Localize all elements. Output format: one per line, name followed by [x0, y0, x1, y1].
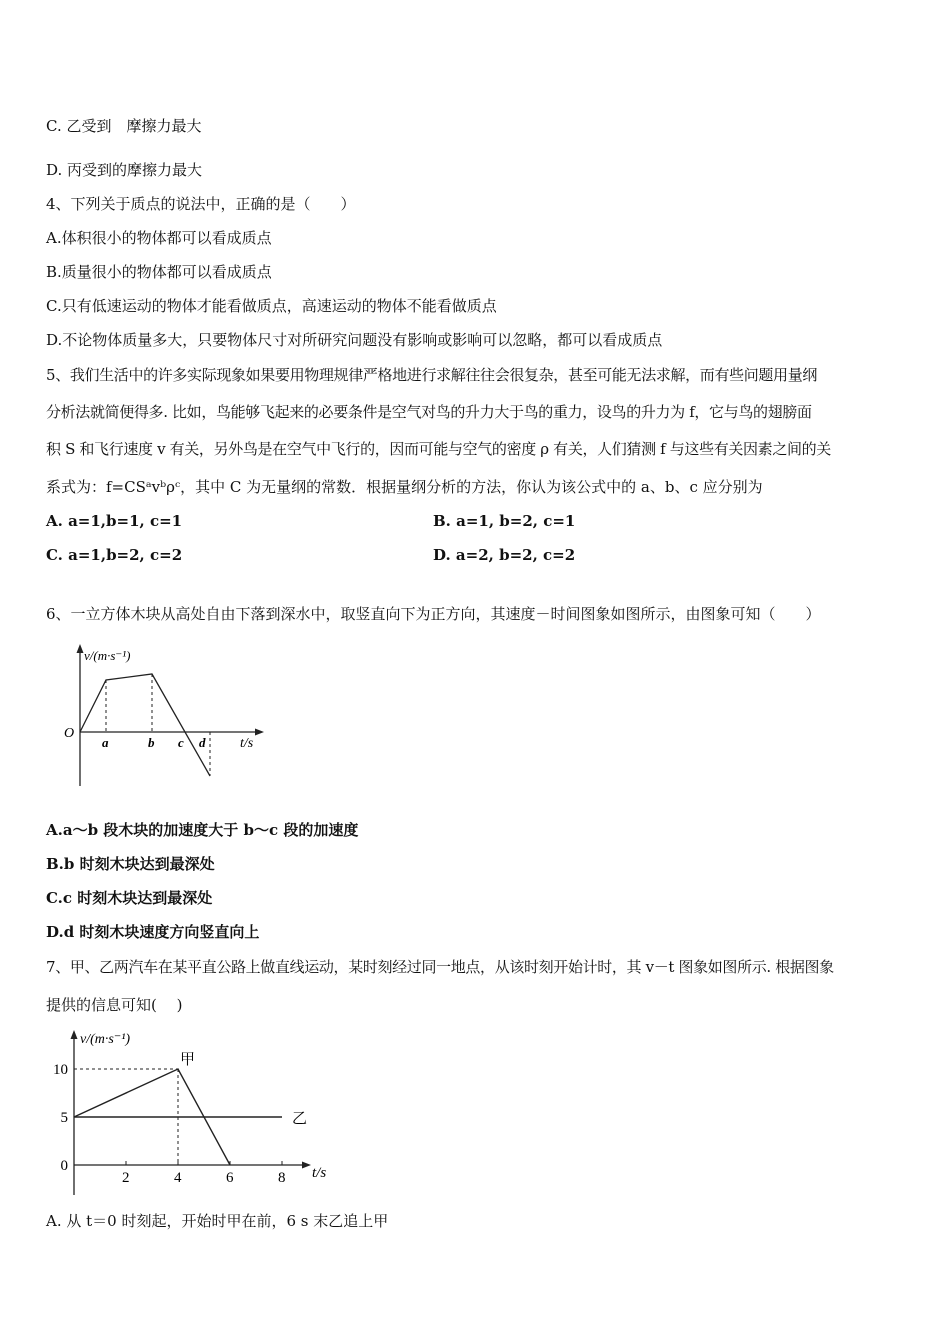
option-7a: A. 从 t＝0 时刻起，开始时甲在前，6 s 末乙追上甲 — [46, 1212, 389, 1230]
option-6a: A.a～b 段木块的加速度大于 b～c 段的加速度 — [46, 821, 359, 839]
y-tick-label: 10 — [53, 1062, 68, 1078]
velocity-time-chart-q7 — [40, 1025, 340, 1200]
x-tick-label: 8 — [278, 1170, 286, 1186]
question-5-line-4: 系式为：f=CSᵃvᵇρᶜ，其中 C 为无量纲的常数．根据量纲分析的方法，你认为该公式中的 a、b、c 应分别为 — [46, 478, 763, 496]
question-7-line-2: 提供的信息可知( ) — [46, 996, 183, 1014]
question-5-line-1: 5、我们生活中的许多实际现象如果要用物理规律严格地进行求解往往会很复杂，甚至可能无法求解，而有些问题用量纲 — [46, 366, 817, 384]
graph1-tick-c: c — [178, 735, 184, 750]
velocity-time-graph-q6 — [60, 640, 290, 790]
x-tick-label: 2 — [122, 1170, 130, 1186]
option-6d: D.d 时刻木块速度方向竖直向上 — [46, 923, 260, 941]
x-tick-label: 4 — [174, 1170, 182, 1186]
x-tick-label: 6 — [226, 1170, 234, 1186]
x-axis-arrow — [302, 1162, 311, 1169]
option-4a: A.体积很小的物体都可以看成质点 — [46, 229, 272, 247]
option-4b: B.质量很小的物体都可以看成质点 — [46, 263, 272, 281]
question-7-line-1: 7、甲、乙两汽车在某平直公路上做直线运动，某时刻经过同一地点，从该时刻开始计时，其 v－t 图象如图所示. 根据图象 — [46, 958, 834, 976]
x-axis-label: t/s — [312, 1165, 327, 1181]
option-5b: B. a=1, b=2, c=1 — [433, 512, 576, 530]
graph1-tick-d: d — [199, 735, 206, 750]
option-6c: C.c 时刻木块达到最深处 — [46, 889, 213, 907]
option-5d: D. a=2, b=2, c=2 — [433, 546, 576, 564]
series-label-yi: 乙 — [292, 1111, 308, 1127]
question-4: 4、下列关于质点的说法中，正确的是（ ） — [46, 195, 356, 213]
option-4c: C.只有低速运动的物体才能看做质点，高速运动的物体不能看做质点 — [46, 297, 497, 315]
graph1-origin: O — [64, 726, 75, 741]
graph1-tick-b: b — [148, 735, 155, 750]
option-5c: C. a=1,b=2, c=2 — [46, 546, 183, 564]
y-axis-arrow — [71, 1030, 78, 1039]
line-q3c: C. 乙受到 摩擦力最大 — [46, 117, 202, 135]
question-5-line-2: 分析法就简便得多. 比如，鸟能够飞起来的必要条件是空气对鸟的升力大于鸟的重力，设鸟的升力为 f，它与鸟的翅膀面 — [46, 403, 812, 421]
option-5a: A. a=1,b=1, c=1 — [46, 512, 183, 530]
graph1-tick-a: a — [102, 735, 109, 750]
option-6b: B.b 时刻木块达到最深处 — [46, 855, 215, 873]
question-5-line-3: 积 S 和飞行速度 v 有关，另外鸟是在空气中飞行的，因而可能与空气的密度 ρ 有关，人们猜测 f 与这些有关因素之间的关 — [46, 440, 831, 458]
series-label-jia: 甲 — [180, 1052, 196, 1068]
line-q3d: D. 丙受到的摩擦力最大 — [46, 161, 203, 179]
graph1-xlabel: t/s — [240, 736, 254, 751]
option-4d: D.不论物体质量多大，只要物体尺寸对所研究问题没有影响或影响可以忽略，都可以看成质点 — [46, 331, 663, 349]
y-tick-label: 0 — [60, 1158, 68, 1174]
graph1-ylabel: v/(m·s⁻¹) — [84, 648, 131, 663]
y-axis-label: v/(m·s⁻¹) — [80, 1032, 131, 1047]
question-6: 6、一立方体木块从高处自由下落到深水中，取竖直向下为正方向，其速度－时间图象如图所示，由图象可知（ ） — [46, 605, 821, 623]
y-tick-label: 5 — [60, 1110, 68, 1126]
